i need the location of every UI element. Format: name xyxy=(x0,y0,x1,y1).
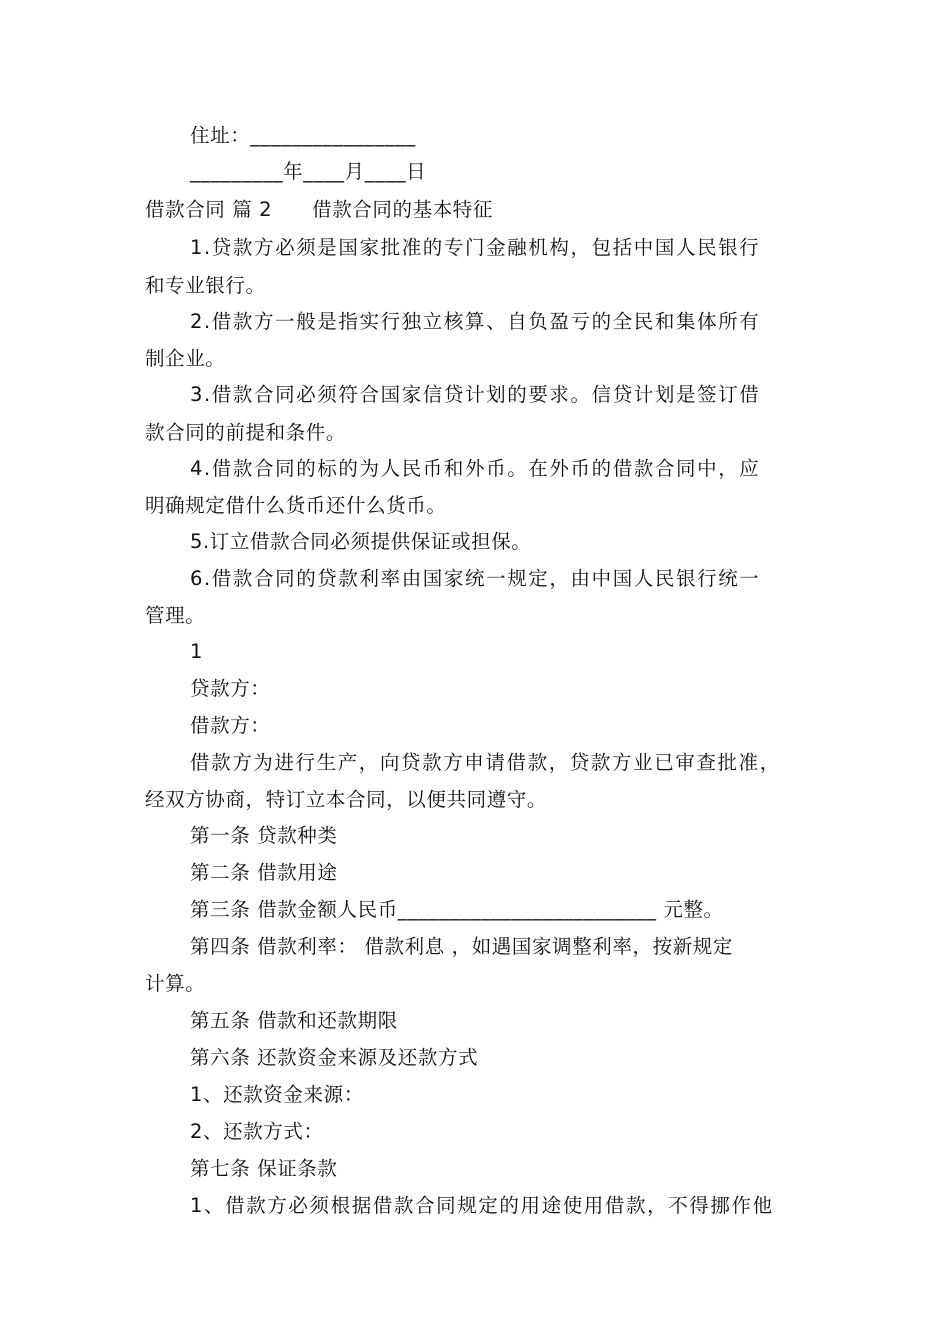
article-6: 第六条 还款资金来源及还款方式 xyxy=(190,1046,479,1069)
feature-4-line-1: 4.借款合同的标的为人民币和外币。在外币的借款合同中，应 xyxy=(190,457,761,480)
guarantee-1-line-1: 1、借款方必须根据借款合同规定的用途使用借款，不得挪作他 xyxy=(190,1194,774,1217)
intro-line-1: 借款方为进行生产，向贷款方申请借款，贷款方业已审查批准， xyxy=(190,751,781,774)
repay-source: 1、还款资金来源： xyxy=(190,1083,364,1106)
feature-6-line-2: 管理。 xyxy=(145,604,206,627)
intro-line-2: 经双方协商，特订立本合同，以便共同遵守。 xyxy=(145,788,548,811)
borrower-label: 借款方： xyxy=(190,714,271,737)
article-5: 第五条 借款和还款期限 xyxy=(190,1009,398,1032)
address-line: 住址：________________ xyxy=(190,124,416,147)
feature-4-line-2: 明确规定借什么货币还什么货币。 xyxy=(145,494,447,517)
article-7: 第七条 保证条款 xyxy=(190,1157,338,1180)
lender-label: 贷款方： xyxy=(190,677,271,700)
article-2: 第二条 借款用途 xyxy=(190,861,338,884)
article-3: 第三条 借款金额人民币_________________________ 元整。 xyxy=(190,898,724,921)
feature-2-line-2: 制企业。 xyxy=(145,347,226,370)
feature-1-line-2: 和专业银行。 xyxy=(145,274,266,297)
article-1: 第一条 贷款种类 xyxy=(190,824,338,847)
feature-2-line-1: 2.借款方一般是指实行独立核算、自负盈亏的全民和集体所有 xyxy=(190,310,761,333)
feature-1-line-1: 1.贷款方必须是国家批准的专门金融机构，包括中国人民银行 xyxy=(190,236,761,259)
section-heading-right: 借款合同的基本特征 xyxy=(312,198,494,221)
feature-6-line-1: 6.借款合同的贷款利率由国家统一规定，由中国人民银行统一 xyxy=(190,567,761,590)
date-line: _________年____月____日 xyxy=(190,160,427,183)
repay-method: 2、还款方式： xyxy=(190,1120,324,1143)
article-4-line-1: 第四条 借款利率： 借款利息 ，如遇国家调整利率，按新规定 xyxy=(190,935,733,958)
section-number: 1 xyxy=(190,640,204,663)
section-heading-left: 借款合同 篇 2 xyxy=(145,198,273,221)
article-4-line-2: 计算。 xyxy=(145,972,206,995)
feature-5-line-1: 5.订立借款合同必须提供保证或担保。 xyxy=(190,530,532,553)
section-heading xyxy=(145,198,493,222)
feature-3-line-2: 款合同的前提和条件。 xyxy=(145,421,347,444)
feature-3-line-1: 3.借款合同必须符合国家信贷计划的要求。信贷计划是签订借 xyxy=(190,383,761,406)
